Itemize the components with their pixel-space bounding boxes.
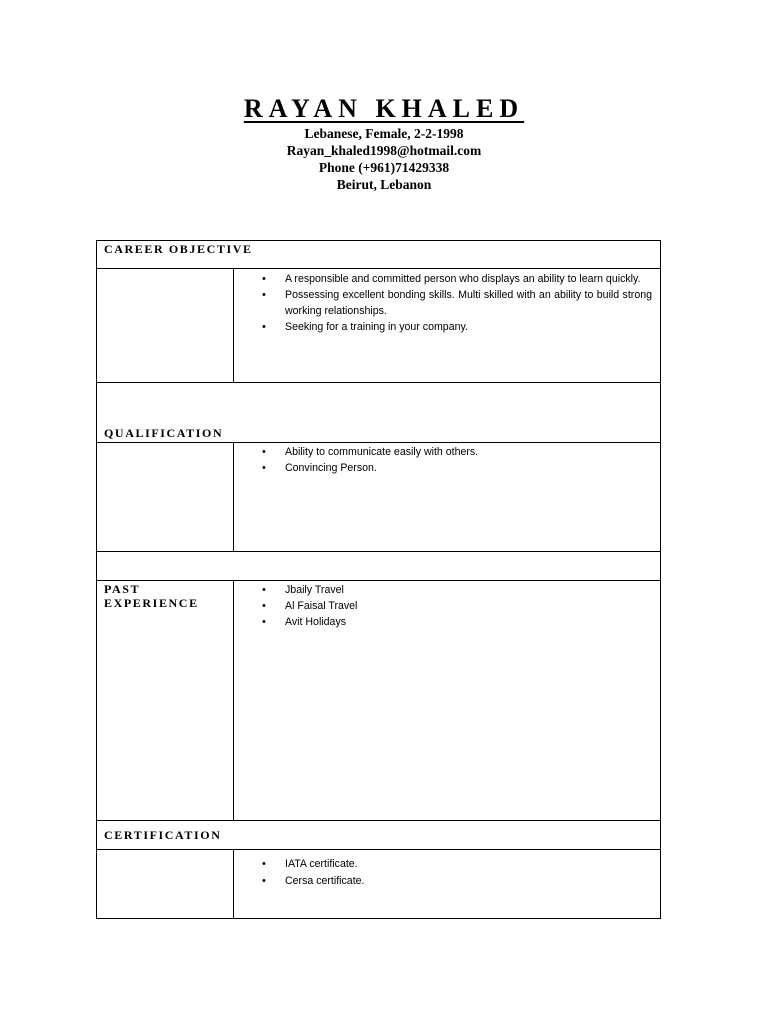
qualification-heading: QUALIFICATION	[97, 383, 661, 443]
certification-row	[97, 850, 661, 919]
list-item: • Cersa certificate.	[234, 873, 660, 890]
career-objective-content	[234, 269, 661, 383]
qualification-header-row	[97, 383, 661, 443]
certification-content	[234, 850, 661, 919]
list-item: • Possessing excellent bonding skills. Multi skilled with an ability to build strong working relationships.	[234, 287, 660, 319]
list-item: • IATA certificate.	[234, 856, 660, 873]
past-experience-content	[234, 581, 661, 821]
list-item: • A responsible and committed person who displays an ability to learn quickly.	[234, 271, 660, 287]
past-experience-list	[234, 582, 660, 630]
qualification-row	[97, 443, 661, 552]
email-address: Rayan_khaled1998@hotmail.com	[286, 143, 482, 158]
list-item: • Convincing Person.	[234, 460, 660, 476]
list-item: • Avit Holidays	[234, 614, 660, 630]
list-item: • Seeking for a training in your company.	[234, 319, 660, 335]
candidate-name: RAYAN KHALED	[243, 94, 525, 123]
qualification-label-cell	[97, 443, 234, 552]
qualification-content	[234, 443, 661, 552]
phone-number: Phone (+961)71429338	[318, 160, 450, 175]
certification-label-cell	[97, 850, 234, 919]
past-experience-row	[97, 581, 661, 821]
spacer-row	[97, 552, 661, 581]
qualification-list	[234, 444, 660, 476]
career-objective-label-cell	[97, 269, 234, 383]
resume-table	[96, 240, 661, 919]
career-objective-row	[97, 269, 661, 383]
spacer-cell	[97, 552, 661, 581]
list-item: • Al Faisal Travel	[234, 598, 660, 614]
personal-details: Lebanese, Female, 2-2-1998	[304, 126, 464, 141]
career-objective-list	[234, 271, 660, 335]
certification-heading: CERTIFICATION	[97, 821, 661, 850]
location: Beirut, Lebanon	[336, 177, 432, 192]
career-objective-header-row	[97, 241, 661, 269]
past-experience-heading: PAST EXPERIENCE	[97, 581, 234, 821]
list-item: • Ability to communicate easily with others.	[234, 444, 660, 460]
certification-list	[234, 856, 660, 890]
list-item: • Jbaily Travel	[234, 582, 660, 598]
career-objective-heading: CAREER OBJECTIVE	[97, 241, 661, 269]
certification-header-row	[97, 821, 661, 850]
